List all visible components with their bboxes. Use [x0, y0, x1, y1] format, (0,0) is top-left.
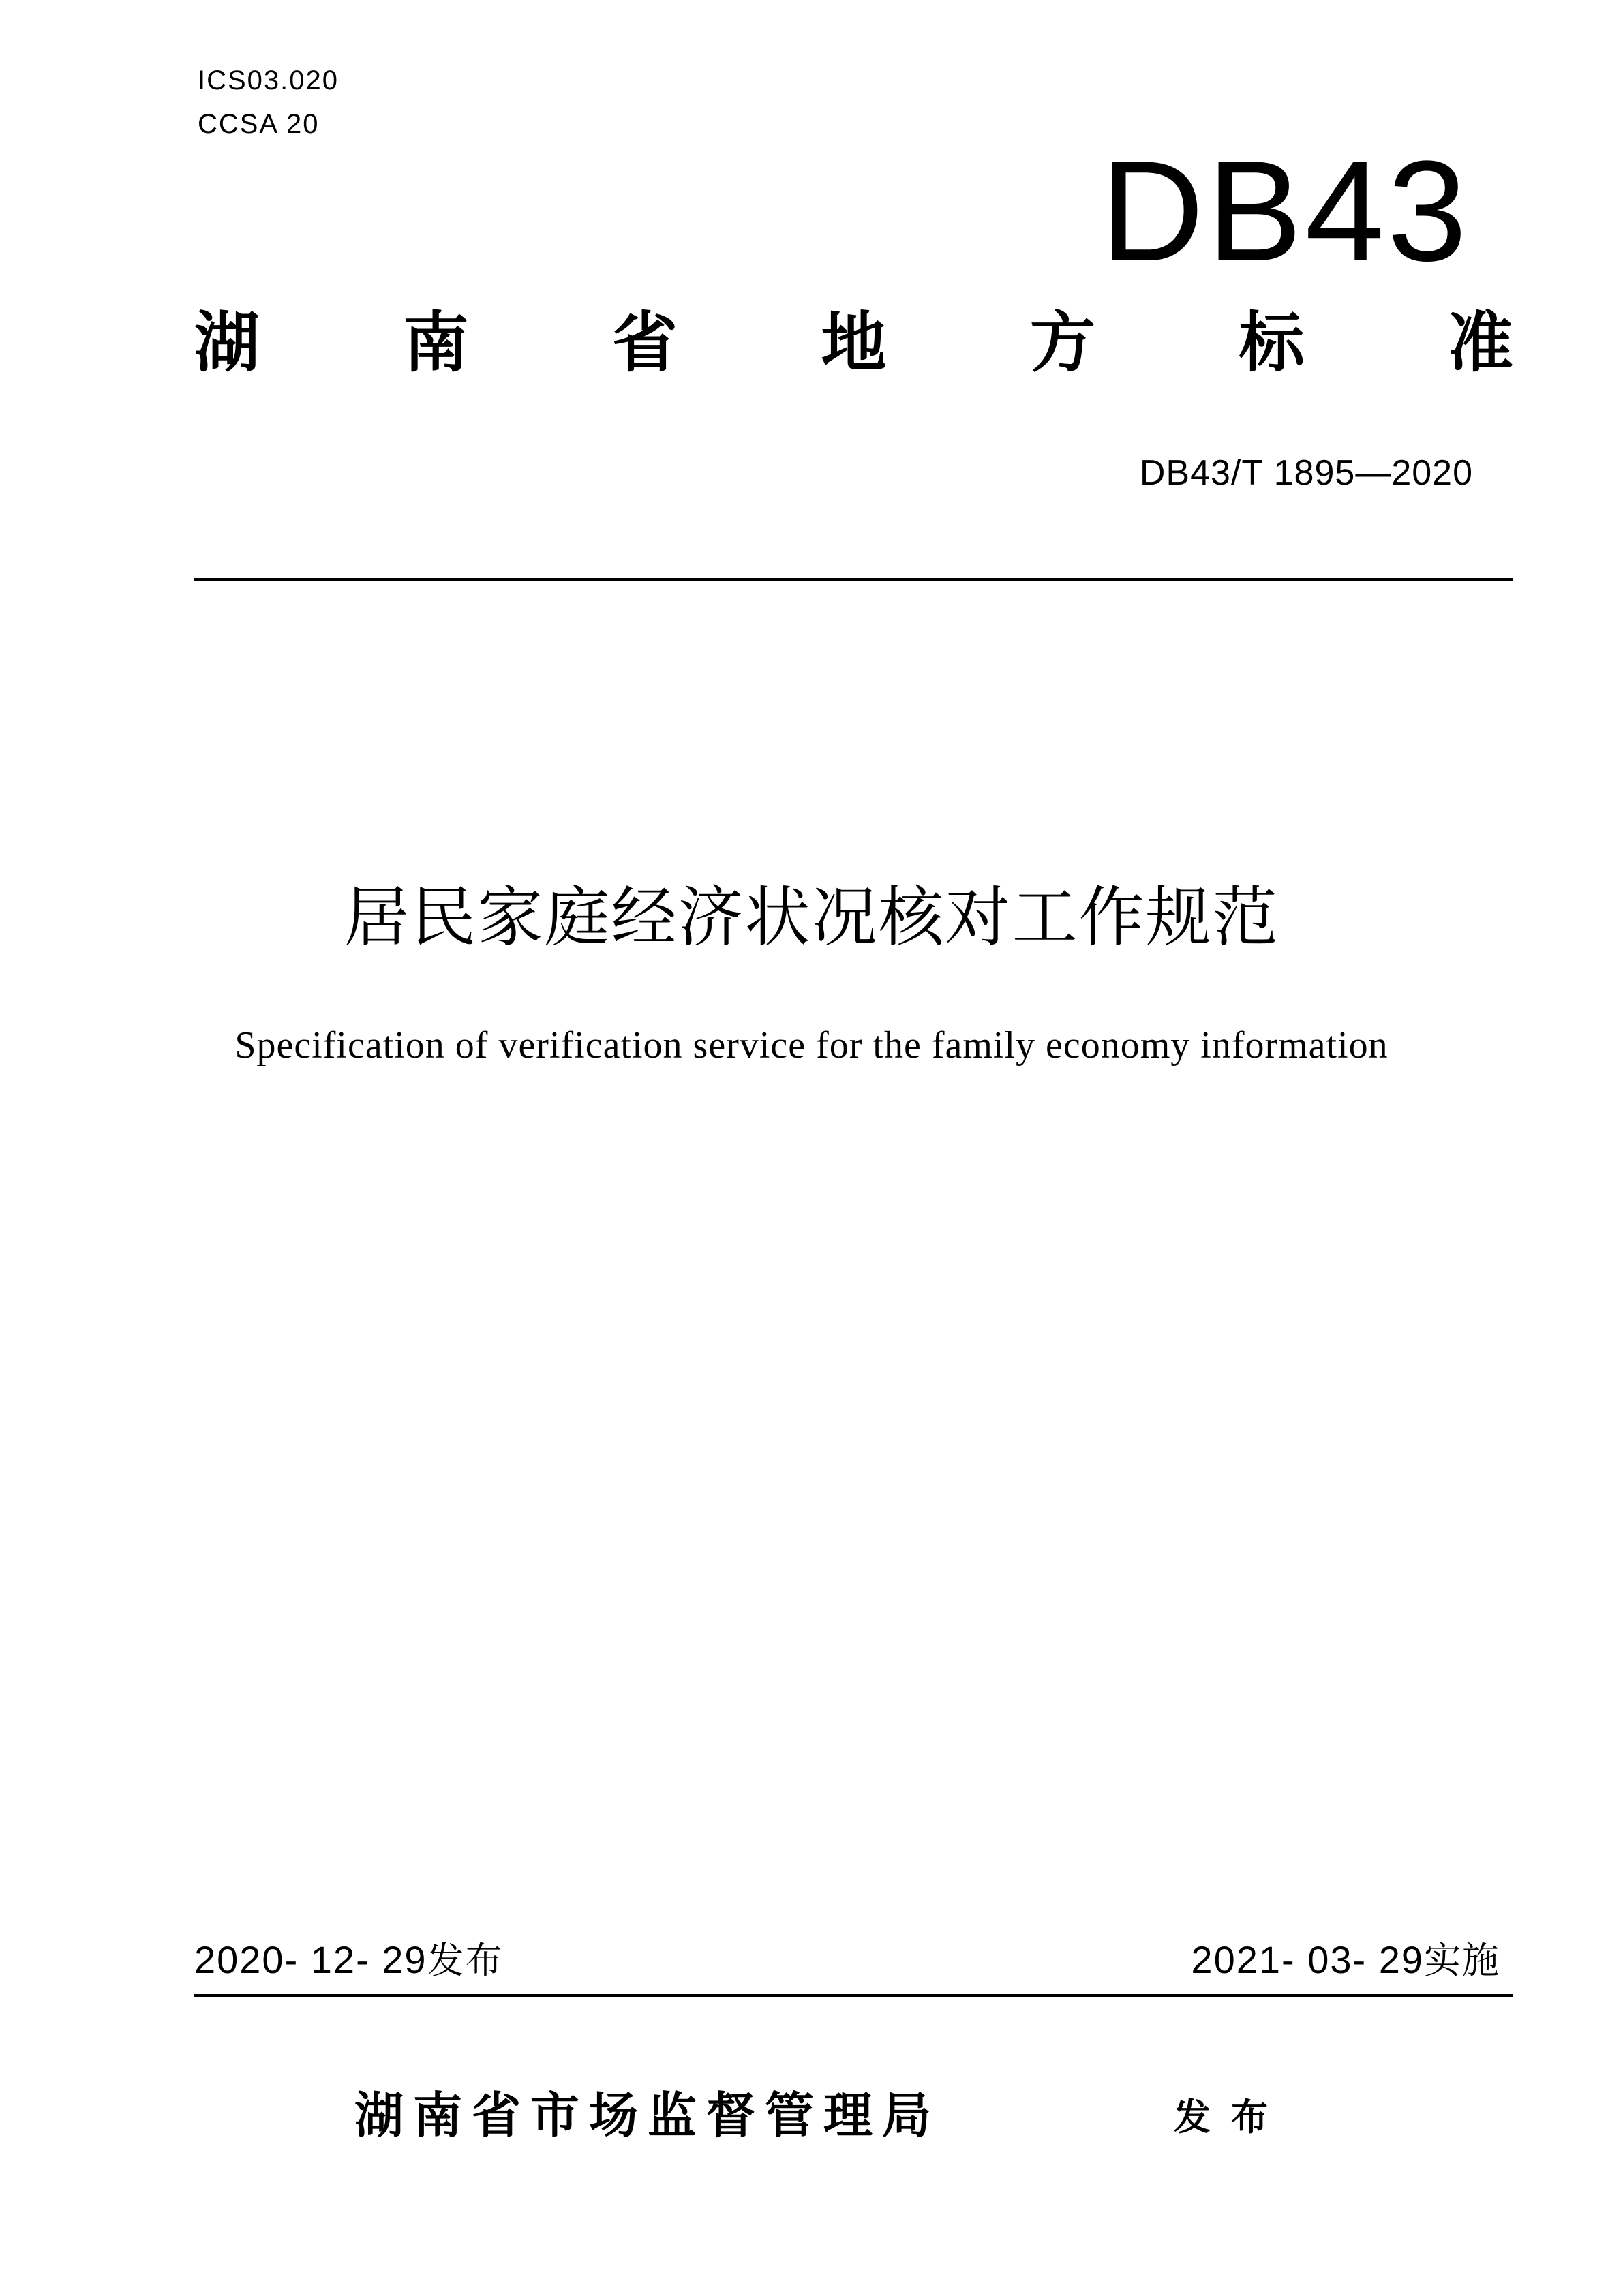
issue-date: [194, 1938, 504, 1982]
standard-type-char: 南: [403, 305, 469, 381]
standard-number: DB43/T 1895—2020: [1139, 453, 1473, 493]
issue-date-value: 2020- 12- 29: [194, 1938, 427, 1981]
standard-type-char: 省: [612, 305, 678, 381]
implementation-date: [1191, 1938, 1500, 1982]
issuing-action: 发布: [1174, 2096, 1288, 2139]
title-english: Specification of verification service for the family economy information: [234, 1024, 1389, 1067]
standard-type-char: 方: [1030, 305, 1095, 381]
ccs-code: CCSA 20: [198, 109, 320, 139]
standard-type-char: 准: [1448, 305, 1513, 381]
standard-type-char: 地: [821, 305, 887, 381]
bottom-divider: [194, 1994, 1513, 1997]
standard-type-char: 标: [1239, 305, 1305, 381]
issuing-authority: 湖南省市场监督管理局: [354, 2087, 941, 2144]
ics-code: ICS03.020: [198, 65, 339, 95]
db43-logo: DB43: [1100, 131, 1470, 291]
implementation-date-label: 实施: [1424, 1939, 1500, 1982]
standard-type-char: 湖: [194, 305, 260, 381]
issue-date-label: 发布: [427, 1939, 504, 1982]
top-divider: [194, 578, 1513, 581]
standard-type-heading: [194, 305, 1513, 381]
implementation-date-value: 2021- 03- 29: [1191, 1938, 1424, 1981]
title-chinese: 居民家庭经济状况核对工作规范: [344, 879, 1279, 955]
